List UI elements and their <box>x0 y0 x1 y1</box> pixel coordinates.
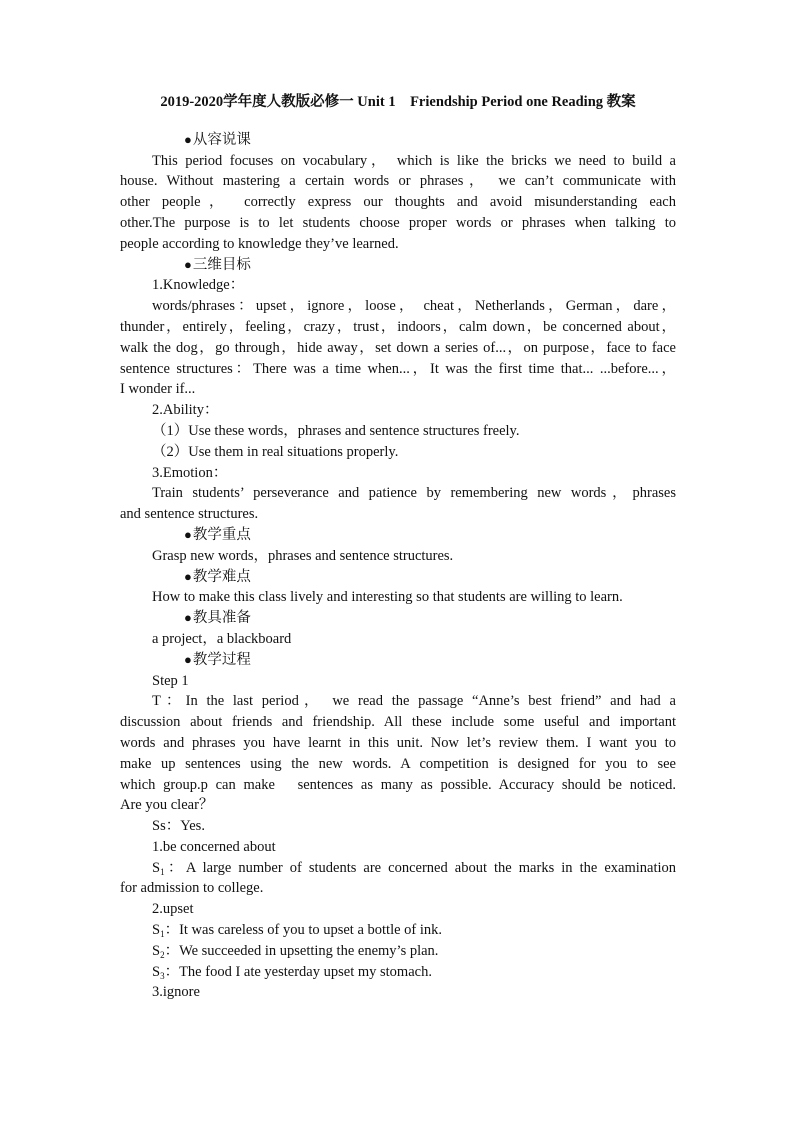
bullet-icon: ● <box>184 131 192 147</box>
paragraph-line: other.The purpose is to let students choose proper words or phrases when talking to <box>120 214 676 231</box>
speaker-label: S <box>152 859 161 876</box>
paragraph-line: T：In the last period， we read the passage “Anne’s best friend” and had a <box>152 693 676 710</box>
section-heading-process <box>120 650 676 671</box>
speaker-number: 1 <box>160 866 165 877</box>
dialogue-text: ：Yes. <box>165 818 205 835</box>
speaker-label: S <box>152 963 161 980</box>
vocab-item: 1.be concerned about <box>152 838 276 855</box>
heading-text: 教学过程 <box>192 651 251 668</box>
section-heading-tools <box>120 608 676 629</box>
subheading-knowledge: 1.Knowledge： <box>152 277 245 294</box>
subheading-emotion: 3.Emotion： <box>152 464 228 481</box>
heading-text: 教学难点 <box>192 568 251 585</box>
paragraph-line: discussion about friends and friendship. All these include some useful and important <box>120 714 676 731</box>
dialogue-line <box>120 816 676 837</box>
vocab-item: 3.ignore <box>152 984 200 1001</box>
paragraph-line: for admission to college. <box>120 880 264 897</box>
paragraph-line: house. Without mastering a certain words or phrases， we can’t communicate with <box>120 173 676 190</box>
section-heading-difficulties <box>120 567 676 588</box>
speaker-label: S <box>152 942 161 959</box>
paragraph-line: words and phrases you have learnt in this unit. Now let’s review them. I want you to <box>120 734 676 751</box>
paragraph-line: a project，a blackboard <box>152 630 292 647</box>
document-page <box>120 92 676 1003</box>
section-heading-content <box>120 130 676 151</box>
paragraph-line: Are you clear？ <box>120 797 214 814</box>
heading-text: 三维目标 <box>192 256 251 273</box>
bullet-icon: ● <box>184 651 192 667</box>
paragraph-line: words/phrases：upset，ignore，loose， cheat，Netherlands，German，dare， <box>152 298 676 315</box>
paragraph-line: I wonder if... <box>120 381 196 398</box>
document-title: 2019-2020学年度人教版必修一 Unit 1 Friendship Period one Reading 教案 <box>160 94 636 110</box>
dialogue-text: ：The food I ate yesterday upset my stomach. <box>164 963 432 980</box>
paragraph-line: make up sentences using the new words. A competition is designed for you to see <box>120 755 676 772</box>
section-heading-goals <box>120 255 676 276</box>
subheading-ability: 2.Ability： <box>152 402 219 419</box>
speaker-label: Ss <box>152 818 166 835</box>
paragraph-line: Train students’ perseverance and patience by remembering new words，phrases <box>152 485 676 502</box>
paragraph-line: sentence structures：There was a time when...，It was the first time that... ...before...， <box>120 360 676 377</box>
dialogue-text: ：We succeeded in upsetting the enemy’s plan. <box>164 942 439 959</box>
dialogue-line <box>120 920 676 941</box>
list-item: （1）Use these words，phrases and sentence structures freely. <box>152 422 520 439</box>
list-item: （2）Use them in real situations properly. <box>152 443 399 460</box>
dialogue-line <box>120 858 676 879</box>
paragraph-line: This period focuses on vocabulary， which is like the bricks we need to build a <box>152 152 676 169</box>
bullet-icon: ● <box>184 610 192 626</box>
speaker-label: S <box>152 922 161 939</box>
bullet-icon: ● <box>184 256 192 272</box>
speaker-number: 2 <box>160 949 165 960</box>
heading-text: 从容说课 <box>192 131 251 148</box>
paragraph-line: How to make this class lively and interesting so that students are willing to learn. <box>152 589 623 606</box>
dialogue-text: ：It was careless of you to upset a bottle of ink. <box>164 922 443 939</box>
bullet-icon: ● <box>184 526 192 542</box>
paragraph-line: which group.p can make sentences as many as possible. Accuracy should be noticed. <box>120 776 676 793</box>
dialogue-text: ：A large number of students are concerned about the marks in the examination <box>164 859 676 876</box>
heading-text: 教具准备 <box>192 610 251 627</box>
vocab-item: 2.upset <box>152 901 194 918</box>
speaker-number: 1 <box>160 929 165 940</box>
paragraph-line: people according to knowledge they’ve learned. <box>120 235 399 252</box>
heading-text: 教学重点 <box>192 526 251 543</box>
dialogue-line <box>120 962 676 983</box>
speaker-number: 3 <box>160 970 165 981</box>
paragraph-line: and sentence structures. <box>120 506 259 523</box>
dialogue-line <box>120 941 676 962</box>
section-heading-key-points <box>120 525 676 546</box>
step-label: Step 1 <box>152 672 189 689</box>
paragraph-line: other people， correctly express our thoughts and avoid misunderstanding each <box>120 194 676 211</box>
bullet-icon: ● <box>184 568 192 584</box>
paragraph-line: thunder，entirely，feeling，crazy，trust，indoors，calm down，be concerned about， <box>120 318 676 335</box>
paragraph-line: walk the dog，go through，hide away，set down a series of...，on purpose，face to face <box>120 339 676 356</box>
paragraph-line: Grasp new words，phrases and sentence structures. <box>152 547 454 564</box>
